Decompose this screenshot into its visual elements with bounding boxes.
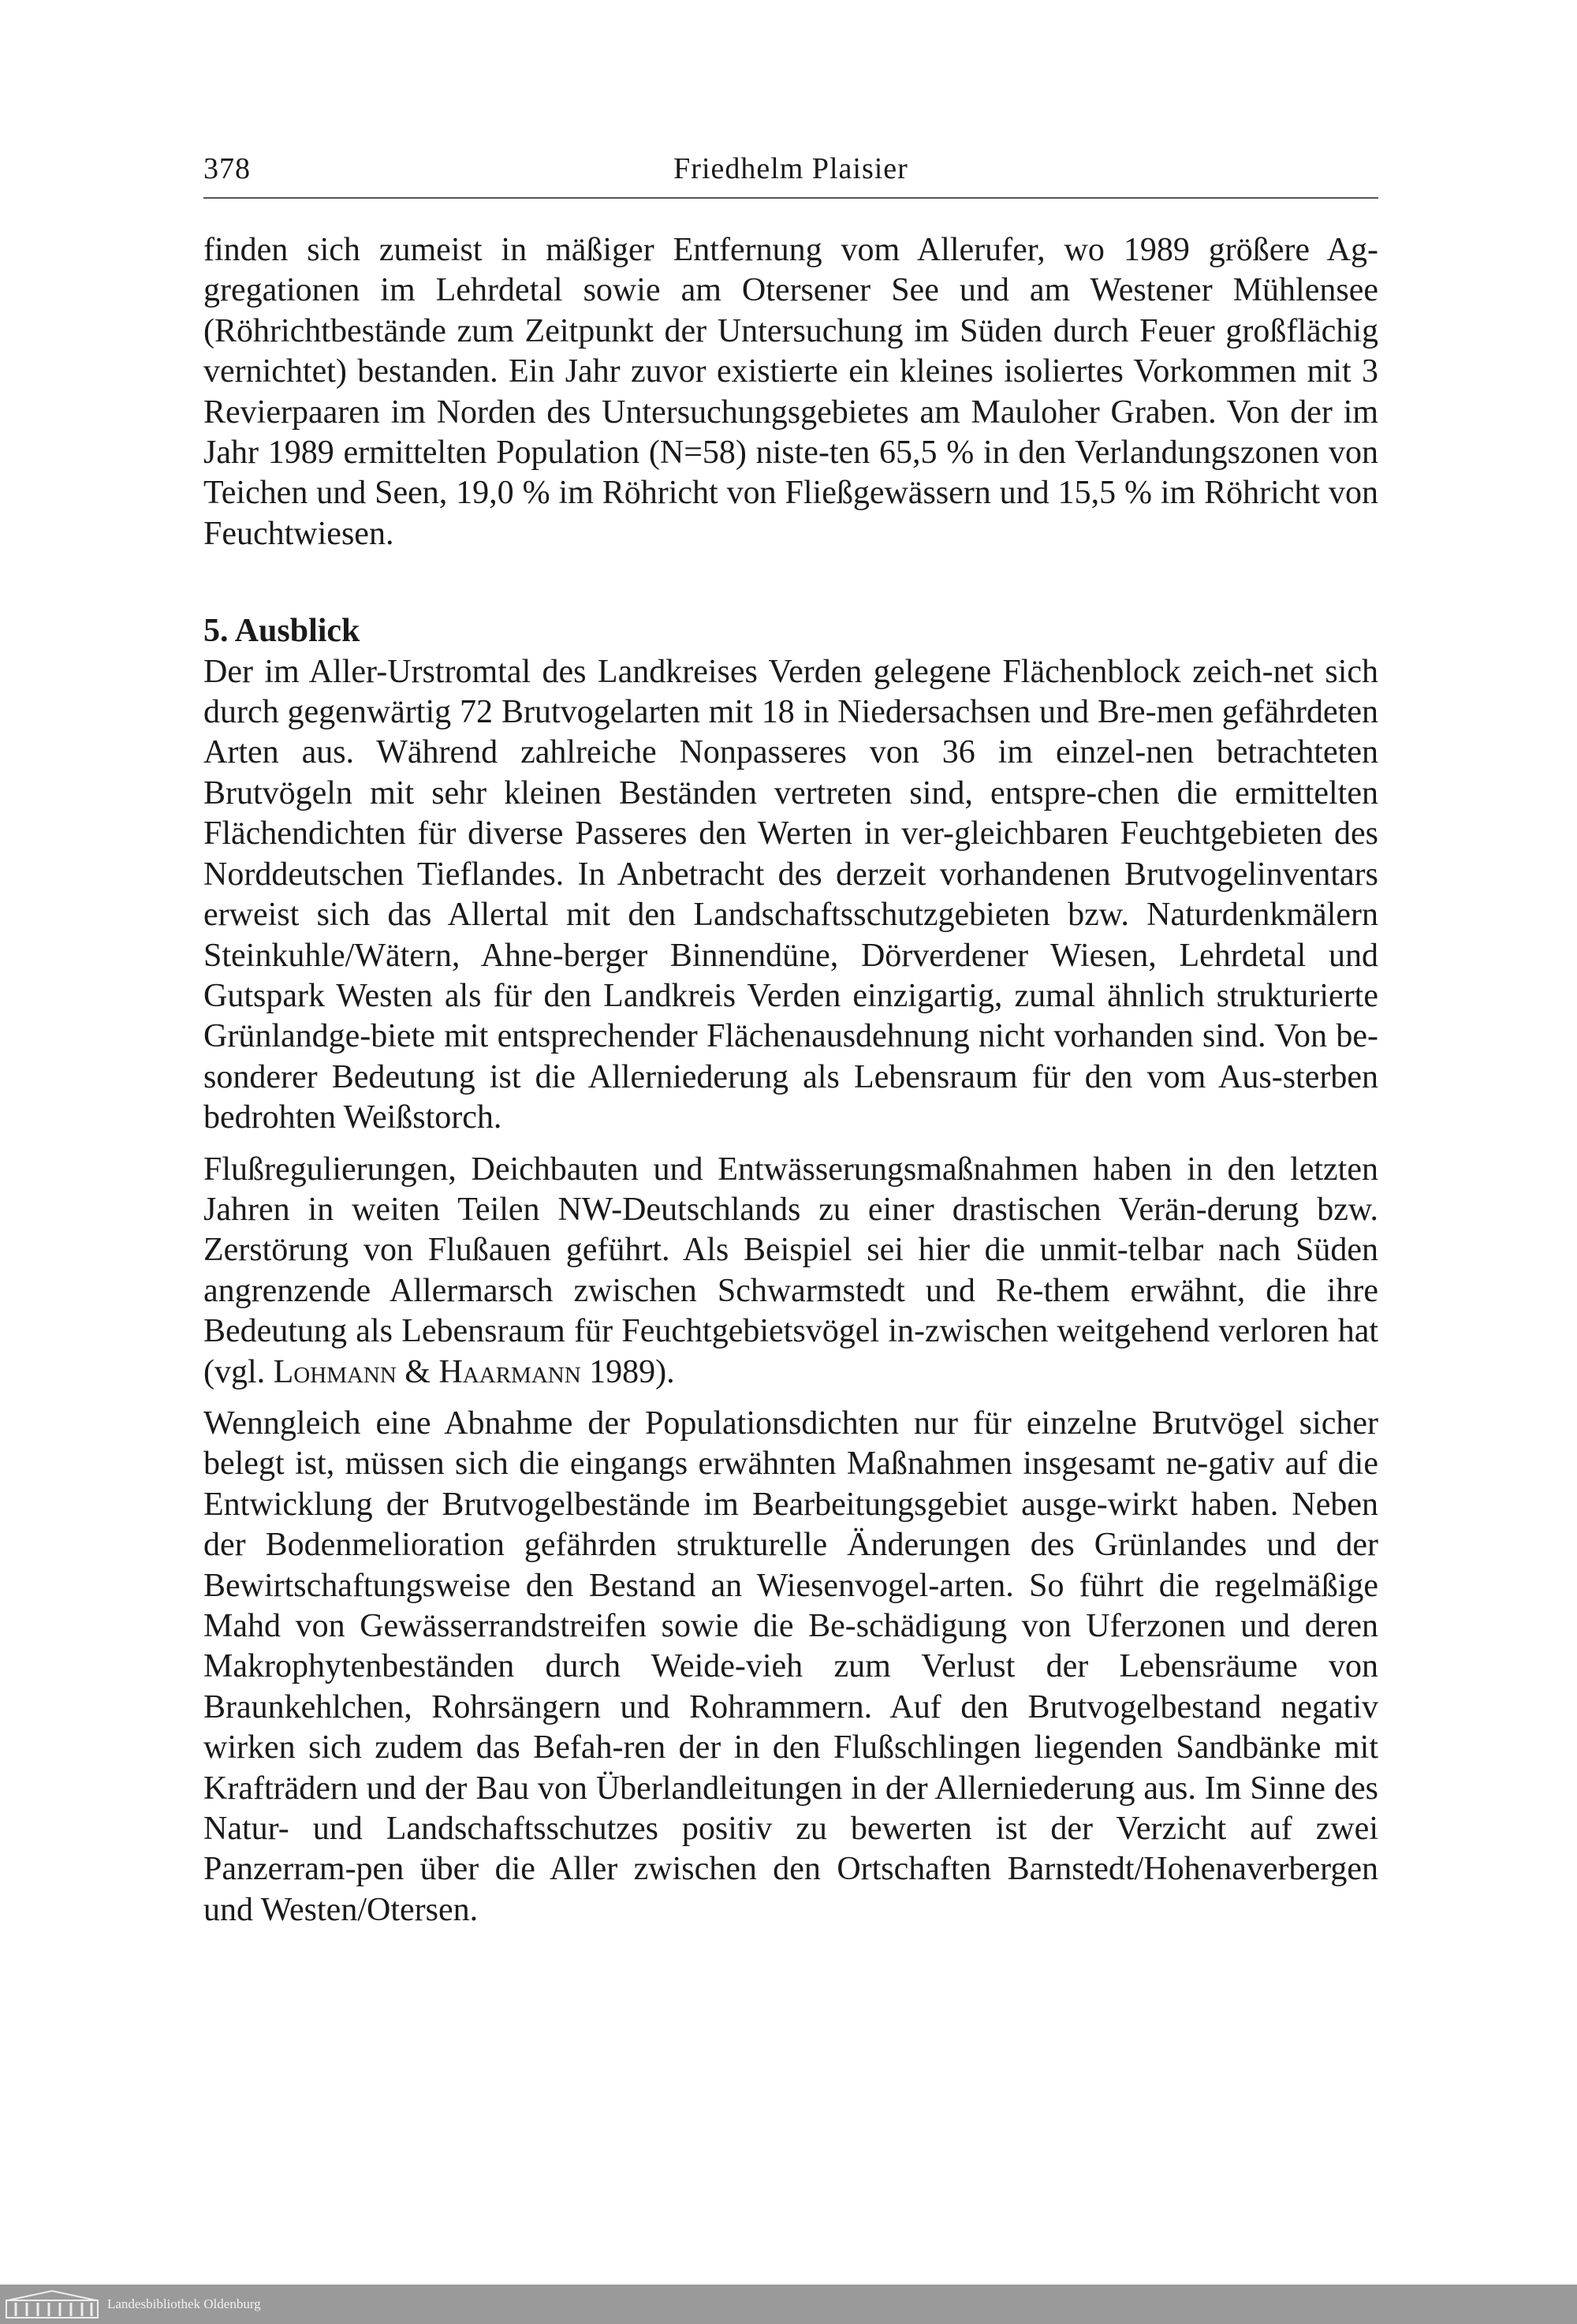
paragraph-2-text: Flußregulierungen, Deichbauten und Entwässerungsmaßnahmen haben in den letzten Jahren in weiten Teilen NW-Deutschlands zu einer drastischen Verän-derung bzw. Zerstörung von Flußauen geführt. Als Beispiel sei hier die unmit-telbar nach Süden angrenzende Allermarsch zwischen Schwarmstedt und Re-them erwähnt, die ihre Bedeutung als Lebensraum für Feuchtgebietsvögel in-zwischen weitgehend verloren hat (vgl. bbox=[203, 1151, 1378, 1390]
section-paragraph-2 bbox=[203, 1150, 1378, 1393]
running-head: Friedhelm Plaisier bbox=[673, 152, 908, 185]
footer-bar bbox=[0, 2285, 1577, 2324]
page-number: 378 bbox=[203, 152, 251, 185]
citation-authors: Lohmann & Haarmann bbox=[273, 1353, 581, 1390]
section-paragraph-3: Wenngleich eine Abnahme der Populationsdichten nur für einzelne Brutvögel sicher belegt ist, müssen sich die eingangs erwähnten Maßnahmen insgesamt ne-gativ auf die Entwicklung der Brutvogelbestände im Bearbeitungsgebiet ausge-wirkt haben. Neben der Bodenmelioration gefährden strukturelle Änderungen des Grünlandes und der Bewirtschaftungsweise den Bestand an Wiesenvogel-arten. So führt die regelmäßige Mahd von Gewässerrandstreifen sowie die Be-schädigung von Uferzonen und deren Makrophytenbeständen durch Weide-vieh zum Verlust der Lebensräume von Braunkehlchen, Rohrsängern und Rohrammern. Auf den Brutvogelbestand negativ wirken sich zudem das Befah-ren der in den Flußschlingen liegenden Sandbänke mit Krafträdern und der Bau von Überlandleitungen in der Allerniederung aus. Im Sinne des Natur- und Landschaftsschutzes positiv zu bewerten ist der Verzicht auf zwei Panzerram-pen über die Aller zwischen den Ortschaften Barnstedt/Hohenaverbergen und Westen/Otersen. bbox=[203, 1404, 1378, 1928]
page-header bbox=[203, 150, 1378, 199]
body-text bbox=[203, 230, 1378, 1930]
section-paragraph-1: Der im Aller-Urstromtal des Landkreises Verden gelegene Flächenblock zeich-net sich durch gegenwärtig 72 Brutvogelarten mit 18 in Niedersachsen und Bre-men gefährdeten Arten aus. Während zahlreiche Nonpasseres von 36 im einzel-nen betrachteten Brutvögeln mit sehr kleinen Beständen vertreten sind, entspre-chen die ermittelten Flächendichten für diverse Passeres den Werten in ver-gleichbaren Feuchtgebieten des Norddeutschen Tieflandes. In Anbetracht des derzeit vorhandenen Brutvogelinventars erweist sich das Allertal mit den Landschaftsschutzgebieten bzw. Naturdenkmälern Steinkuhle/Wätern, Ahne-berger Binnendüne, Dörverdener Wiesen, Lehrdetal und Gutspark Westen als für den Landkreis Verden einzigartig, zumal ähnlich strukturierte Grünlandge-biete mit entsprechender Flächenausdehnung nicht vorhanden sind. Von be-sonderer Bedeutung ist die Allerniederung als Lebensraum für den vom Aus-sterben bedrohten Weißstorch. bbox=[203, 653, 1378, 1136]
library-name: Landesbibliothek Oldenburg bbox=[107, 2296, 261, 2311]
citation-year: 1989). bbox=[580, 1353, 675, 1390]
intro-paragraph: finden sich zumeist in mäßiger Entfernung vom Allerufer, wo 1989 größere Ag-gregationen im Lehrdetal sowie am Otersener See und am Westener Mühlensee (Röhrichtbestände zum Zeitpunkt der Untersuchung im Süden durch Feuer großflächig vernichtet) bestanden. Ein Jahr zuvor existierte ein kleines isoliertes Vorkommen mit 3 Revierpaaren im Norden des Untersuchungsgebietes am Mauloher Graben. Von der im Jahr 1989 ermittelten Population (N=58) niste-ten 65,5 % in den Verlandungszonen von Teichen und Seen, 19,0 % im Röhricht von Fließgewässern und 15,5 % im Röhricht von Feuchtwiesen. bbox=[203, 232, 1378, 552]
library-building-icon bbox=[5, 2289, 99, 2319]
section-heading: 5. Ausblick bbox=[203, 613, 360, 650]
